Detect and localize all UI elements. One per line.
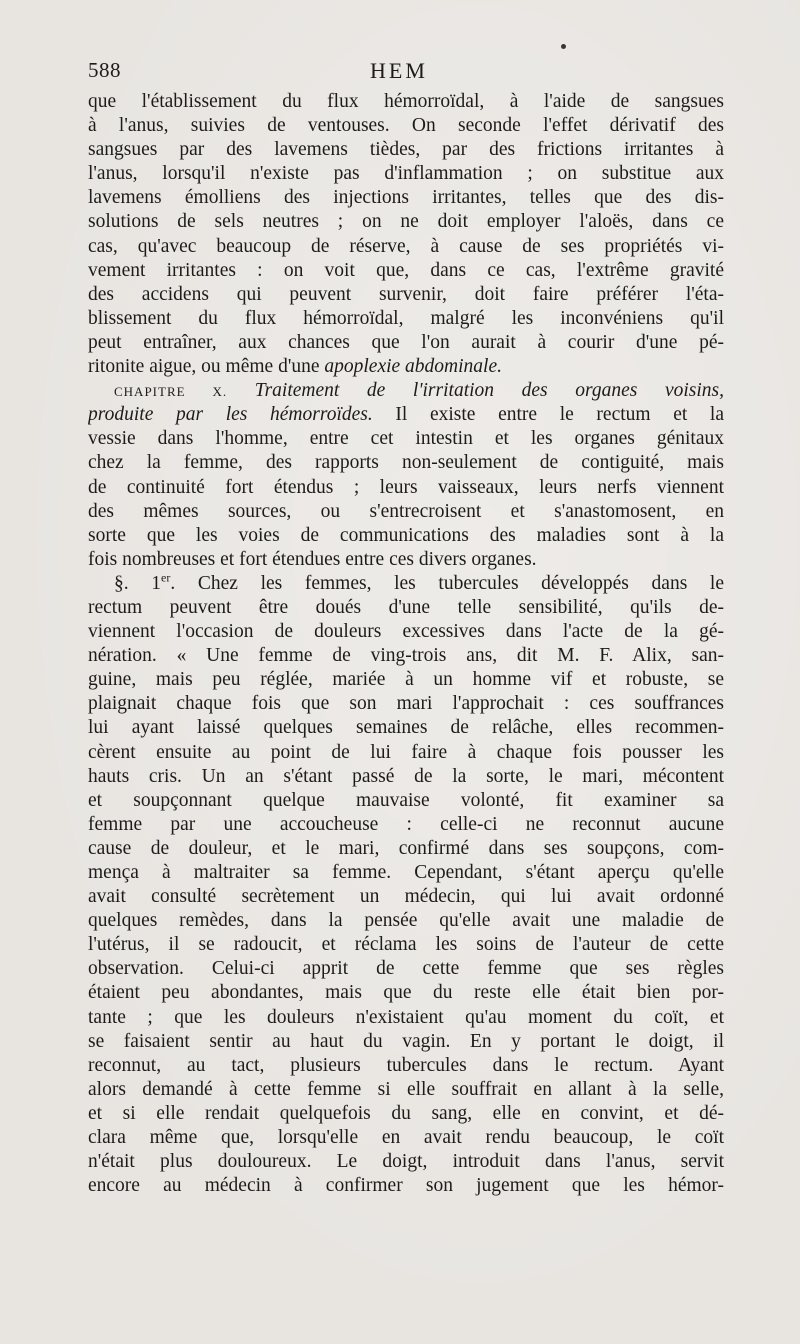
text-line-t: alors demandé à cette femme si elle souffrait en allant à la selle, — [88, 1078, 724, 1100]
text-line — [88, 885, 724, 909]
text-line — [88, 427, 724, 451]
text-line — [88, 596, 724, 620]
text-line — [88, 1150, 724, 1174]
text-line — [88, 451, 724, 475]
text-line-t: cas, qu'avec beaucoup de réserve, à cause de ses propriétés vi- — [88, 235, 724, 257]
text-line — [88, 861, 724, 885]
text-line-t: nération. « Une femme de ving-trois ans, dit M. F. Alix, san- — [88, 645, 724, 667]
text-line-t: des accidens qui peuvent survenir, doit faire préférer l'éta- — [88, 283, 724, 305]
text-line-t: hauts cris. Un an s'étant passé de la sorte, le mari, mécontent — [88, 765, 724, 787]
text-line — [88, 1006, 724, 1030]
text-line — [88, 1102, 724, 1126]
text-line — [88, 716, 724, 740]
text-line-t: lui ayant laissé quelques semaines de relâche, elles recommen- — [88, 717, 724, 739]
text-line-t: vessie dans l'homme, entre cet intestin et les organes génitaux — [88, 428, 724, 450]
text-line-sup: er — [161, 571, 171, 585]
text-line-t: et soupçonnant quelque mauvaise volonté, fit examiner sa — [88, 789, 724, 811]
text-line-t: des mêmes sources, ou s'entrecroisent et s'anastomosent, en — [88, 500, 724, 522]
text-line-t: peut entraîner, aux chances que l'on aurait à courir d'une pé- — [88, 331, 724, 353]
text-line-t: mença à maltraiter sa femme. Cependant, s'étant aperçu qu'elle — [88, 862, 724, 883]
text-line — [88, 138, 724, 162]
text-line-t: encore au médecin à confirmer son jugement que les hémor- — [88, 1175, 724, 1197]
text-line — [88, 644, 724, 668]
text-line — [88, 741, 724, 765]
body-text — [88, 90, 724, 1198]
text-line-t: blissement du flux hémorroïdal, malgré les inconvéniens qu'il — [88, 307, 724, 329]
text-line-t: que l'établissement du flux hémorroïdal, à l'aide de sangsues — [88, 91, 724, 112]
page-number: 588 — [88, 58, 121, 82]
text-line-t: femme par une accoucheuse : celle-ci ne reconnut aucune — [88, 813, 724, 835]
text-line — [88, 837, 724, 861]
text-line — [88, 813, 724, 837]
text-line — [88, 90, 724, 114]
text-line — [88, 355, 724, 379]
text-line-t: quelques remèdes, dans la pensée qu'elle avait une maladie de — [88, 910, 724, 932]
text-line-sc: CHAPITRE X. — [114, 384, 228, 400]
text-line — [88, 500, 724, 524]
text-line — [88, 909, 724, 933]
text-line — [88, 933, 724, 957]
text-line-t: solutions de sels neutres ; on ne doit employer l'aloës, dans ce — [88, 211, 724, 233]
text-line — [88, 524, 724, 548]
text-line-t: ritonite aigue, ou même d'une — [88, 356, 325, 378]
text-line — [88, 1030, 724, 1054]
text-line — [88, 1126, 724, 1150]
text-line — [88, 548, 724, 572]
text-line — [88, 1174, 724, 1198]
text-line-t: et si elle rendait quelquefois du sang, elle en convint, et dé- — [88, 1102, 724, 1124]
text-line-t: . Chez les femmes, les tubercules développés dans le — [170, 572, 724, 594]
text-line-t: observation. Celui-ci apprit de cette femme que ses règles — [88, 958, 724, 980]
text-line — [88, 186, 724, 210]
text-line — [88, 162, 724, 186]
text-line-t: cause de douleur, et le mari, confirmé dans ses soupçons, com- — [88, 837, 724, 859]
text-line-t: de continuité fort étendus ; leurs vaisseaux, leurs nerfs viennent — [88, 476, 724, 498]
text-line-t: vement irritantes : on voit que, dans ce cas, l'extrême gravité — [88, 259, 724, 281]
text-line-t: chez la femme, des rapports non-seulement de contiguité, mais — [88, 452, 724, 474]
text-line-t: reconnut, au tact, plusieurs tubercules dans le rectum. Ayant — [88, 1054, 724, 1076]
text-line — [88, 379, 724, 403]
text-line — [88, 235, 724, 259]
text-line-t: Il existe entre le rectum et la — [395, 404, 724, 426]
text-line — [88, 1054, 724, 1078]
page-header — [88, 58, 728, 88]
text-line — [88, 957, 724, 981]
text-line-t: n'était plus douloureux. Le doigt, introduit dans l'anus, servit — [88, 1151, 724, 1173]
text-line — [88, 789, 724, 813]
text-line-it: produite par les hémorroïdes. — [88, 404, 373, 426]
text-line — [88, 668, 724, 692]
text-line-t: fois nombreuses et fort étendues entre ces divers organes. — [88, 548, 537, 570]
text-line-t: rectum peuvent être doués d'une telle sensibilité, qu'ils de- — [88, 596, 724, 618]
text-line-t: lavemens émolliens des injections irritantes, telles que des dis- — [88, 187, 724, 209]
text-line — [88, 331, 724, 355]
text-line-t: plaignait chaque fois que son mari l'approchait : ces souffrances — [88, 693, 724, 715]
text-line — [88, 620, 724, 644]
text-line — [88, 259, 724, 283]
text-line — [88, 210, 724, 234]
text-line-t: guine, mais peu réglée, mariée à un homme vif et robuste, se — [88, 669, 724, 691]
text-line-t: tante ; que les douleurs n'existaient qu'au moment du coït, et — [88, 1006, 724, 1028]
running-head: HEM — [370, 58, 428, 83]
text-line — [88, 572, 724, 596]
text-line — [88, 307, 724, 331]
text-line — [88, 403, 724, 427]
text-line — [88, 114, 724, 138]
text-line — [88, 981, 724, 1005]
text-line-t: se faisaient sentir au haut du vagin. En y portant le doigt, il — [88, 1030, 724, 1052]
text-line — [88, 765, 724, 789]
text-line — [88, 692, 724, 716]
text-line-it: apoplexie abdominale. — [324, 356, 502, 378]
text-line-t: l'utérus, il se radoucit, et réclama les soins de l'auteur de cette — [88, 934, 724, 956]
ink-speck — [561, 44, 566, 49]
text-line-t: cèrent ensuite au point de lui faire à chaque fois pousser les — [88, 741, 724, 763]
text-line — [88, 476, 724, 500]
text-line-pre: §. 1 — [114, 572, 162, 594]
text-line-t: viennent l'occasion de douleurs excessives dans l'acte de la gé- — [88, 621, 724, 643]
text-line-t: l'anus, lorsqu'il n'existe pas d'inflammation ; on substitue aux — [88, 163, 724, 185]
text-line-t: avait consulté secrètement un médecin, qui lui avait ordonné — [88, 886, 724, 908]
text-line-t: clara même que, lorsqu'elle en avait rendu beaucoup, le coït — [88, 1127, 724, 1149]
text-line-t: à l'anus, suivies de ventouses. On seconde l'effet dérivatif des — [88, 115, 724, 137]
text-line-t: étaient peu abondantes, mais que du reste elle était bien por- — [88, 982, 724, 1004]
text-line-t: sorte que les voies de communications des maladies sont à la — [88, 524, 724, 546]
text-line — [88, 283, 724, 307]
text-line-it: Traitement de l'irritation des organes voisins, — [254, 380, 724, 402]
text-line-t: sangsues par des lavemens tièdes, par des frictions irritantes à — [88, 139, 724, 161]
text-line — [88, 1078, 724, 1102]
